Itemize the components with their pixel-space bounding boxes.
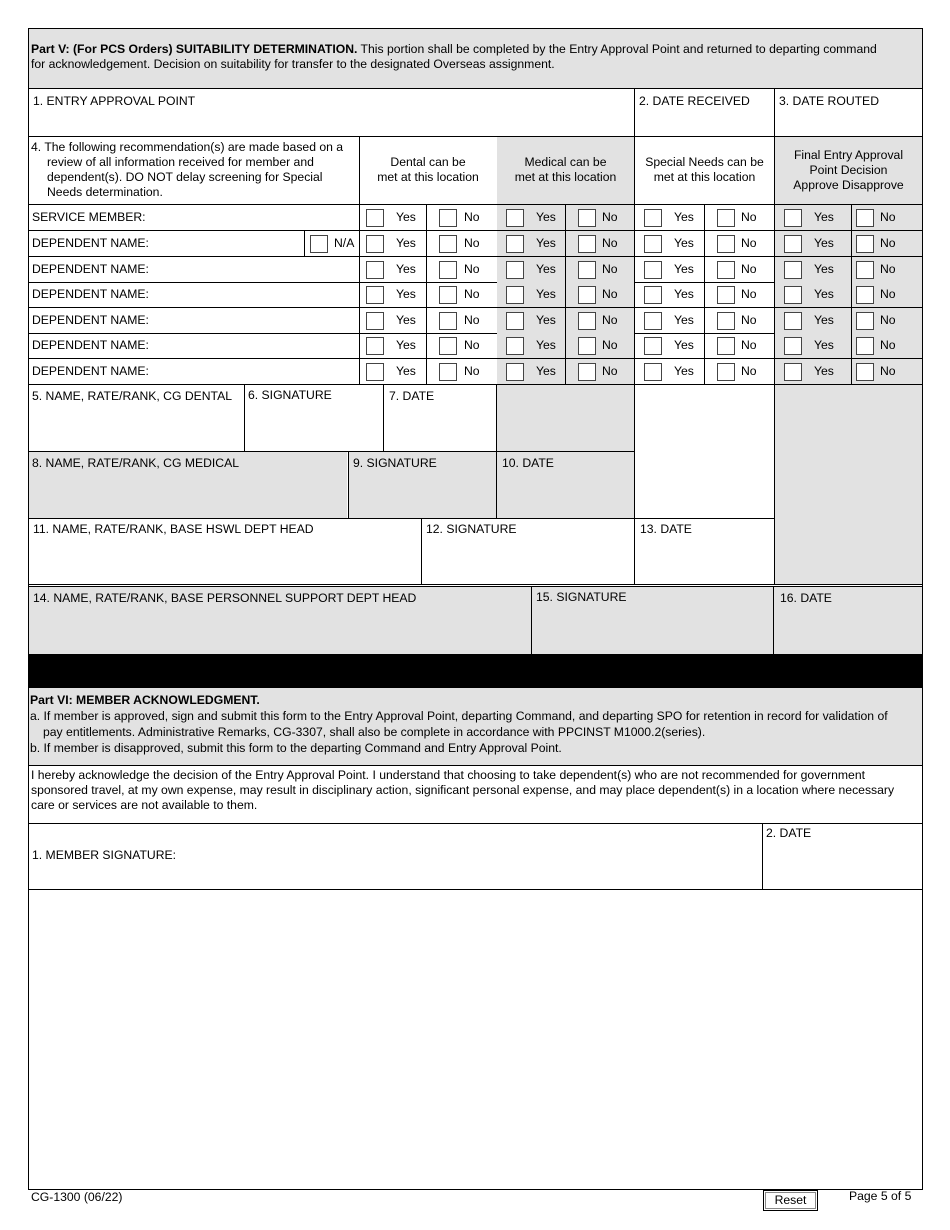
dependent-1-na-checkbox[interactable] [310,235,328,253]
part6-item-a-cont: pay entitlements. Administrative Remarks, CG-3307, shall also be complete in accordance with PPCINST M1000.2(series). [43,725,706,739]
recommendation-text: 4. The following recommendation(s) are made based on a review of all information received for member and dependent(s). DO NOT delay screening for Special Needs determination. [31,140,344,199]
dependent-2-medical-yes-label: Yes [536,262,556,276]
dependent-3-special-needs-yes-label: Yes [674,287,694,301]
service-member-final-decision-yes-checkbox[interactable] [784,209,802,227]
member-signature-label: 1. MEMBER SIGNATURE: [32,848,177,862]
dependent-4-medical-yes-label: Yes [536,313,556,327]
dependent-2-final-decision-yes-label: Yes [814,262,834,276]
dependent-4-dental-no-checkbox[interactable] [439,312,457,330]
dependent-2-special-needs-yes-label: Yes [674,262,694,276]
part5-heading-text-2: for acknowledgement. Decision on suitability for transfer to the designated Overseas assignment. [31,57,555,71]
dependent-4-label: DEPENDENT NAME: [32,313,149,327]
dependent-2-special-needs-no-checkbox[interactable] [717,261,735,279]
dependent-1-final-decision-no-label: No [880,236,896,250]
dependent-5-final-decision-no-label: No [880,338,896,352]
personnel-name-label: 14. NAME, RATE/RANK, BASE PERSONNEL SUPPORT DEPT HEAD [33,591,417,605]
dependent-1-dental-yes-checkbox[interactable] [366,235,384,253]
service-member-label: SERVICE MEMBER: [32,210,146,224]
signature-block-bg-1 [497,385,634,452]
dependent-1-medical-yes-label: Yes [536,236,556,250]
dependent-1-label: DEPENDENT NAME: [32,236,149,250]
dependent-4-special-needs-no-label: No [741,313,757,327]
dependent-5-special-needs-no-label: No [741,338,757,352]
dependent-3-medical-yes-label: Yes [536,287,556,301]
special-needs-column-header: Special Needs can be met at this location [645,155,764,184]
dependent-2-medical-no-checkbox[interactable] [578,261,596,279]
dependent-3-dental-no-label: No [464,287,480,301]
dependent-6-medical-yes-checkbox[interactable] [506,363,524,381]
dependent-3-final-decision-yes-checkbox[interactable] [784,286,802,304]
part5-heading-text: This portion shall be completed by the Entry Approval Point and returned to departing command [357,42,877,56]
dependent-4-dental-yes-label: Yes [396,313,416,327]
dependent-5-special-needs-yes-checkbox[interactable] [644,337,662,355]
dependent-6-final-decision-yes-label: Yes [814,364,834,378]
dependent-5-final-decision-yes-label: Yes [814,338,834,352]
part5-heading-title: Part V: (For PCS Orders) SUITABILITY DETERMINATION. [31,42,358,56]
date-received-label: 2. DATE RECEIVED [639,94,750,108]
dependent-6-dental-yes-checkbox[interactable] [366,363,384,381]
member-date-label: 2. DATE [766,826,812,840]
dependent-6-special-needs-yes-label: Yes [674,364,694,378]
dependent-1-dental-no-label: No [464,236,480,250]
dental-column-header: Dental can be met at this location [377,155,479,184]
dependent-3-label: DEPENDENT NAME: [32,287,149,301]
dependent-4-final-decision-yes-checkbox[interactable] [784,312,802,330]
service-member-final-decision-no-label: No [880,210,896,224]
service-member-dental-yes-label: Yes [396,210,416,224]
dependent-1-final-decision-yes-label: Yes [814,236,834,250]
dependent-1-na-label: N/A [334,236,355,250]
dependent-1-special-needs-no-checkbox[interactable] [717,235,735,253]
dependent-6-label: DEPENDENT NAME: [32,364,149,378]
dependent-6-medical-no-checkbox[interactable] [578,363,596,381]
dental-date-label: 7. DATE [389,389,435,403]
dependent-1-medical-no-label: No [602,236,618,250]
dependent-2-final-decision-no-label: No [880,262,896,276]
dependent-3-dental-yes-label: Yes [396,287,416,301]
dependent-1-special-needs-no-label: No [741,236,757,250]
dependent-3-final-decision-yes-label: Yes [814,287,834,301]
dependent-2-dental-yes-label: Yes [396,262,416,276]
dependent-5-final-decision-yes-checkbox[interactable] [784,337,802,355]
personnel-date-label: 16. DATE [780,591,832,605]
page-number: Page 5 of 5 [849,1189,912,1203]
dependent-3-dental-no-checkbox[interactable] [439,286,457,304]
dependent-1-final-decision-yes-checkbox[interactable] [784,235,802,253]
dependent-3-special-needs-yes-checkbox[interactable] [644,286,662,304]
service-member-special-needs-no-checkbox[interactable] [717,209,735,227]
dependent-5-label: DEPENDENT NAME: [32,338,149,352]
dependent-1-medical-yes-checkbox[interactable] [506,235,524,253]
dependent-2-dental-yes-checkbox[interactable] [366,261,384,279]
medical-column-header: Medical can be met at this location [514,155,617,184]
medical-signature-label: 9. SIGNATURE [353,456,437,470]
dependent-4-special-needs-yes-label: Yes [674,313,694,327]
dependent-3-special-needs-no-checkbox[interactable] [717,286,735,304]
dependent-3-medical-yes-checkbox[interactable] [506,286,524,304]
dependent-6-medical-no-label: No [602,364,618,378]
dependent-6-special-needs-no-checkbox[interactable] [717,363,735,381]
dependent-2-final-decision-no-checkbox[interactable] [856,261,874,279]
service-member-medical-yes-label: Yes [536,210,556,224]
dependent-2-special-needs-no-label: No [741,262,757,276]
dependent-5-medical-no-label: No [602,338,618,352]
dependent-5-dental-yes-label: Yes [396,338,416,352]
dependent-4-special-needs-yes-checkbox[interactable] [644,312,662,330]
service-member-medical-yes-checkbox[interactable] [506,209,524,227]
dependent-4-special-needs-no-checkbox[interactable] [717,312,735,330]
dependent-6-final-decision-no-label: No [880,364,896,378]
dependent-1-final-decision-no-checkbox[interactable] [856,235,874,253]
dependent-3-dental-yes-checkbox[interactable] [366,286,384,304]
dependent-5-medical-yes-checkbox[interactable] [506,337,524,355]
dependent-2-dental-no-label: No [464,262,480,276]
dependent-4-final-decision-no-checkbox[interactable] [856,312,874,330]
dependent-2-special-needs-yes-checkbox[interactable] [644,261,662,279]
dependent-4-medical-yes-checkbox[interactable] [506,312,524,330]
dental-signature-label: 6. SIGNATURE [248,388,332,402]
medical-name-label: 8. NAME, RATE/RANK, CG MEDICAL [32,456,239,470]
dependent-6-final-decision-no-checkbox[interactable] [856,363,874,381]
dependent-6-medical-yes-label: Yes [536,364,556,378]
dependent-2-medical-yes-checkbox[interactable] [506,261,524,279]
acknowledgment-text: I hereby acknowledge the decision of the Entry Approval Point. I understand that choosing to take dependent(s) who are not recommended for government sponsored travel, at my own expense, may result in disciplinary action, significant personal expense, and may place dependent(s) in a location where necessary care or services are not available to them. [31,768,895,812]
dental-name-label: 5. NAME, RATE/RANK, CG DENTAL [32,389,232,403]
dependent-5-final-decision-no-checkbox[interactable] [856,337,874,355]
part5-header [29,29,922,89]
service-member-special-needs-no-label: No [741,210,757,224]
reset-button[interactable]: Reset [763,1190,818,1211]
dependent-3-medical-no-checkbox[interactable] [578,286,596,304]
medical-date-label: 10. DATE [502,456,554,470]
service-member-special-needs-yes-label: Yes [674,210,694,224]
service-member-final-decision-yes-label: Yes [814,210,834,224]
entry-approval-point-label: 1. ENTRY APPROVAL POINT [33,94,196,108]
dependent-1-dental-yes-label: Yes [396,236,416,250]
service-member-medical-no-checkbox[interactable] [578,209,596,227]
date-routed-label: 3. DATE ROUTED [779,94,879,108]
signature-block-bg-4 [775,385,922,585]
dependent-5-medical-no-checkbox[interactable] [578,337,596,355]
part6-header [29,688,922,766]
hswl-date-label: 13. DATE [640,522,692,536]
dependent-6-final-decision-yes-checkbox[interactable] [784,363,802,381]
dependent-5-dental-no-label: No [464,338,480,352]
hswl-signature-label: 12. SIGNATURE [426,522,517,536]
dependent-3-medical-no-label: No [602,287,618,301]
service-member-dental-no-checkbox[interactable] [439,209,457,227]
dependent-1-medical-no-checkbox[interactable] [578,235,596,253]
dependent-2-dental-no-checkbox[interactable] [439,261,457,279]
part6-heading: Part VI: MEMBER ACKNOWLEDGMENT. [30,693,260,707]
dependent-3-final-decision-no-checkbox[interactable] [856,286,874,304]
dependent-6-dental-no-label: No [464,364,480,378]
service-member-dental-yes-checkbox[interactable] [366,209,384,227]
dependent-2-label: DEPENDENT NAME: [32,262,149,276]
dependent-4-dental-no-label: No [464,313,480,327]
dependent-1-special-needs-yes-checkbox[interactable] [644,235,662,253]
dependent-2-medical-no-label: No [602,262,618,276]
section-divider-bar [28,654,923,688]
dependent-4-final-decision-yes-label: Yes [814,313,834,327]
service-member-final-decision-no-checkbox[interactable] [856,209,874,227]
dependent-4-final-decision-no-label: No [880,313,896,327]
dependent-6-special-needs-yes-checkbox[interactable] [644,363,662,381]
dependent-5-medical-yes-label: Yes [536,338,556,352]
dependent-5-special-needs-yes-label: Yes [674,338,694,352]
dependent-4-dental-yes-checkbox[interactable] [366,312,384,330]
dependent-1-special-needs-yes-label: Yes [674,236,694,250]
dependent-6-dental-yes-label: Yes [396,364,416,378]
hswl-name-label: 11. NAME, RATE/RANK, BASE HSWL DEPT HEAD [33,522,314,536]
dependent-4-medical-no-checkbox[interactable] [578,312,596,330]
dependent-3-special-needs-no-label: No [741,287,757,301]
dependent-5-special-needs-no-checkbox[interactable] [717,337,735,355]
form-number: CG-1300 (06/22) [31,1190,123,1204]
service-member-medical-no-label: No [602,210,618,224]
dependent-2-final-decision-yes-checkbox[interactable] [784,261,802,279]
dependent-5-dental-no-checkbox[interactable] [439,337,457,355]
personnel-signature-label: 15. SIGNATURE [536,590,627,604]
dependent-4-medical-no-label: No [602,313,618,327]
service-member-special-needs-yes-checkbox[interactable] [644,209,662,227]
dependent-1-dental-no-checkbox[interactable] [439,235,457,253]
part6-item-a: a. If member is approved, sign and submit this form to the Entry Approval Point, departing Command, and departing SPO for retention in record for validation of [30,709,888,723]
dependent-5-dental-yes-checkbox[interactable] [366,337,384,355]
dependent-6-special-needs-no-label: No [741,364,757,378]
dependent-6-dental-no-checkbox[interactable] [439,363,457,381]
service-member-dental-no-label: No [464,210,480,224]
dependent-3-final-decision-no-label: No [880,287,896,301]
final-decision-column-header: Final Entry Approval Point Decision Approve Disapprove [793,148,904,192]
part6-item-b: b. If member is disapproved, submit this form to the departing Command and Entry Approval Point. [30,741,562,755]
